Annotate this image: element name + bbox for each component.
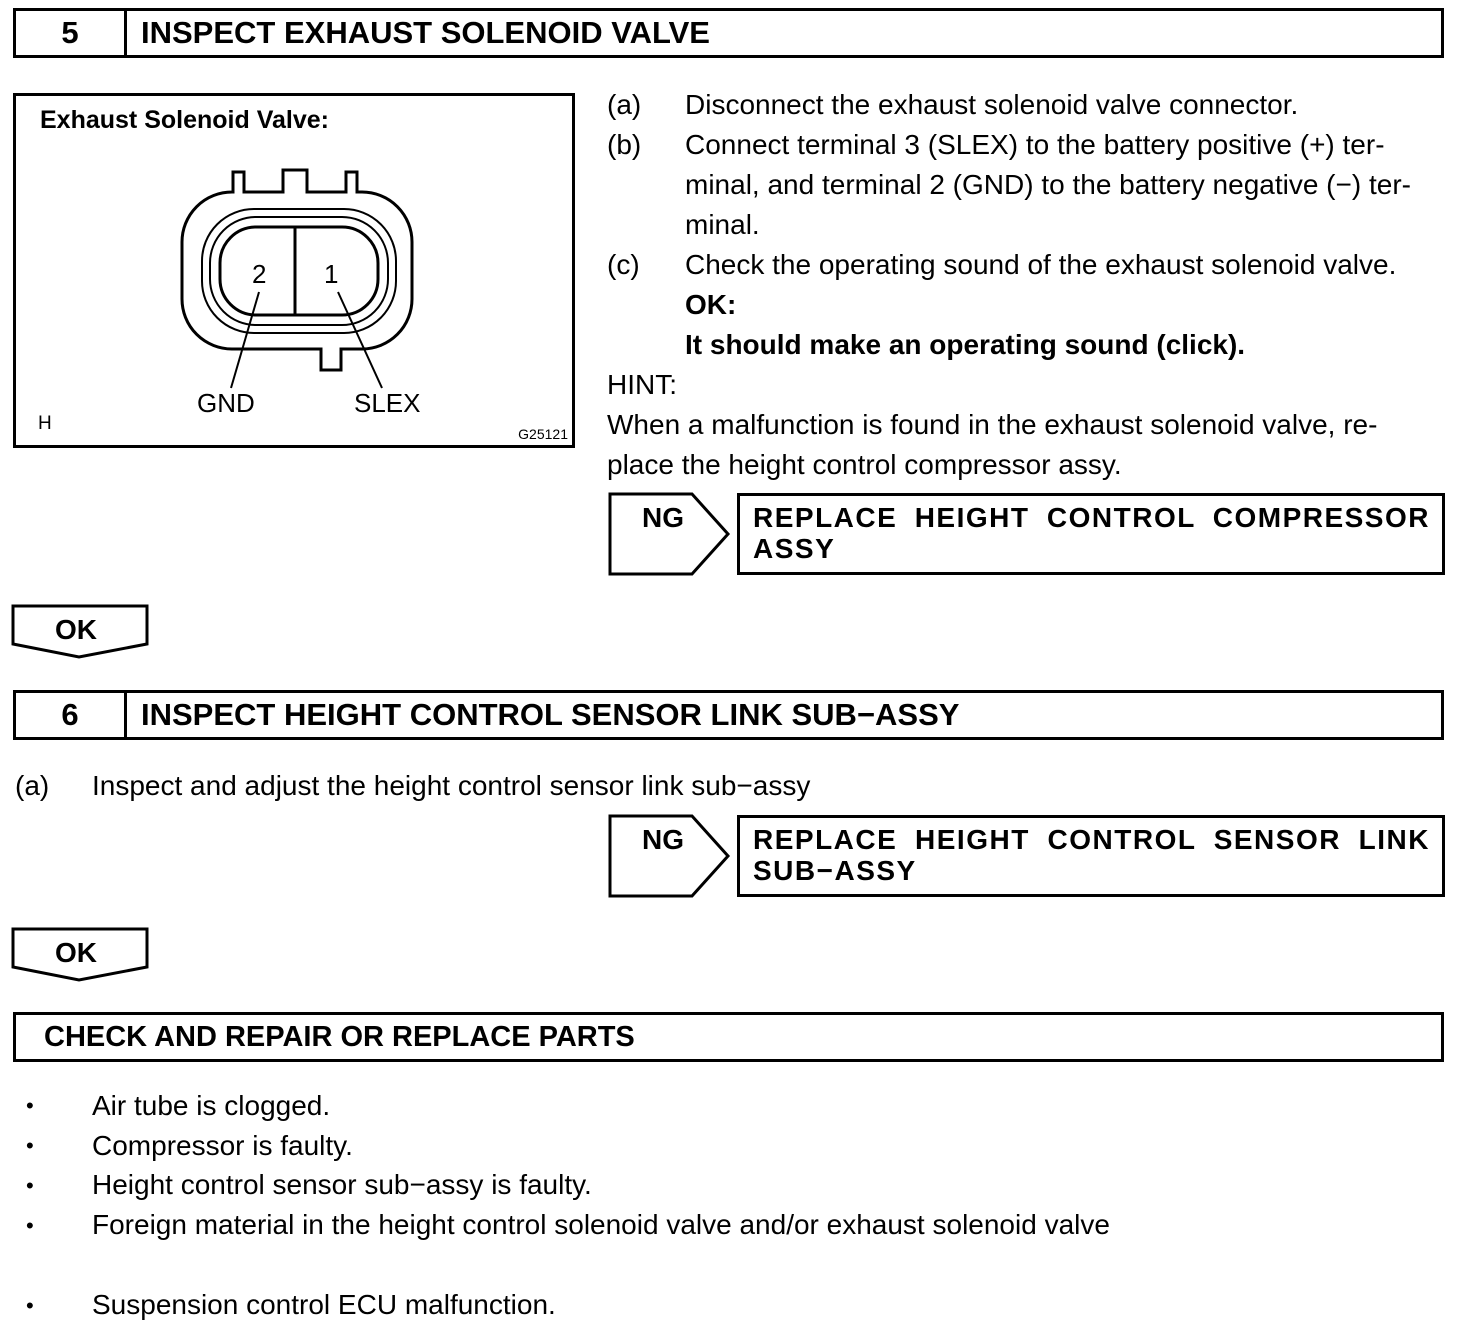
step6-ok-button-label: OK — [55, 937, 97, 968]
step5-ok-button-label: OK — [55, 614, 97, 645]
list-item-5: Suspension control ECU malfunction. — [92, 1289, 556, 1320]
step6-ng-label: NG — [642, 824, 684, 855]
step5-b-text-line2: minal, and terminal 2 (GND) to the battery negative (−) ter- — [685, 169, 1411, 200]
gnd-label: GND — [197, 388, 255, 418]
step5-a-label: (a) — [607, 89, 642, 120]
step6-ng-action-box — [737, 815, 1445, 897]
step5-ng-action-line2: ASSY — [753, 533, 836, 564]
step5-ng-action-line1: REPLACE HEIGHT CONTROL COMPRESSOR — [753, 502, 1430, 533]
step5-hint-line2: place the height control compressor assy. — [607, 449, 1122, 480]
list-item-3: Height control sensor sub−assy is faulty. — [92, 1169, 592, 1200]
step5-c-label: (c) — [607, 249, 640, 280]
pin-1-label: 1 — [324, 259, 339, 289]
bullet-2: • — [26, 1133, 34, 1158]
step5-c-text: Check the operating sound of the exhaust solenoid valve. — [685, 249, 1397, 280]
bullet-3: • — [26, 1173, 34, 1198]
bullet-5: • — [26, 1293, 34, 1318]
connector-diagram — [16, 96, 572, 445]
step5-b-text-line1: Connect terminal 3 (SLEX) to the battery positive (+) ter- — [685, 129, 1385, 160]
step5-a-text: Disconnect the exhaust solenoid valve connector. — [685, 89, 1299, 120]
step6-ng-action-line1: REPLACE HEIGHT CONTROL SENSOR LINK — [753, 824, 1430, 855]
slex-leader-line — [338, 292, 382, 388]
step5-ok-label: OK: — [685, 289, 737, 320]
step6-number: 6 — [16, 693, 127, 737]
step6-a-label: (a) — [15, 770, 50, 801]
step5-b-text-line3: minal. — [685, 209, 760, 240]
step5-ok-text: It should make an operating sound (click). — [685, 329, 1246, 360]
figure-title: Exhaust Solenoid Valve: — [40, 106, 329, 134]
bullet-4: • — [26, 1213, 34, 1238]
final-title: CHECK AND REPAIR OR REPLACE PARTS — [44, 1021, 635, 1053]
step5-title: INSPECT EXHAUST SOLENOID VALVE — [141, 15, 710, 50]
step6-header — [13, 690, 1444, 740]
step5-ng-label: NG — [642, 502, 684, 533]
step5-hint-label: HINT: — [607, 369, 677, 400]
figure-code-left: H — [38, 413, 52, 434]
step5-b-label: (b) — [607, 129, 642, 160]
pin-2-label: 2 — [252, 259, 267, 289]
figure-code-right: G25121 — [518, 426, 568, 442]
list-item-4: Foreign material in the height control solenoid valve and/or exhaust solenoid valve — [92, 1209, 1110, 1240]
gnd-leader-line — [231, 292, 259, 388]
step5-number: 5 — [16, 11, 127, 55]
slex-label: SLEX — [354, 388, 421, 418]
bullet-1: • — [26, 1093, 34, 1118]
step6-a-text: Inspect and adjust the height control sensor link sub−assy — [92, 770, 811, 801]
step6-title: INSPECT HEIGHT CONTROL SENSOR LINK SUB−ASSY — [141, 697, 960, 732]
step5-ng-action-box — [737, 493, 1445, 575]
list-item-2: Compressor is faulty. — [92, 1130, 353, 1161]
list-item-1: Air tube is clogged. — [92, 1090, 331, 1121]
final-header — [13, 1012, 1444, 1062]
step5-hint-line1: When a malfunction is found in the exhaust solenoid valve, re- — [607, 409, 1378, 440]
connector-figure — [13, 93, 575, 448]
step6-ng-action-line2: SUB−ASSY — [753, 855, 917, 886]
connector-face — [220, 227, 378, 315]
step5-header — [13, 8, 1444, 58]
